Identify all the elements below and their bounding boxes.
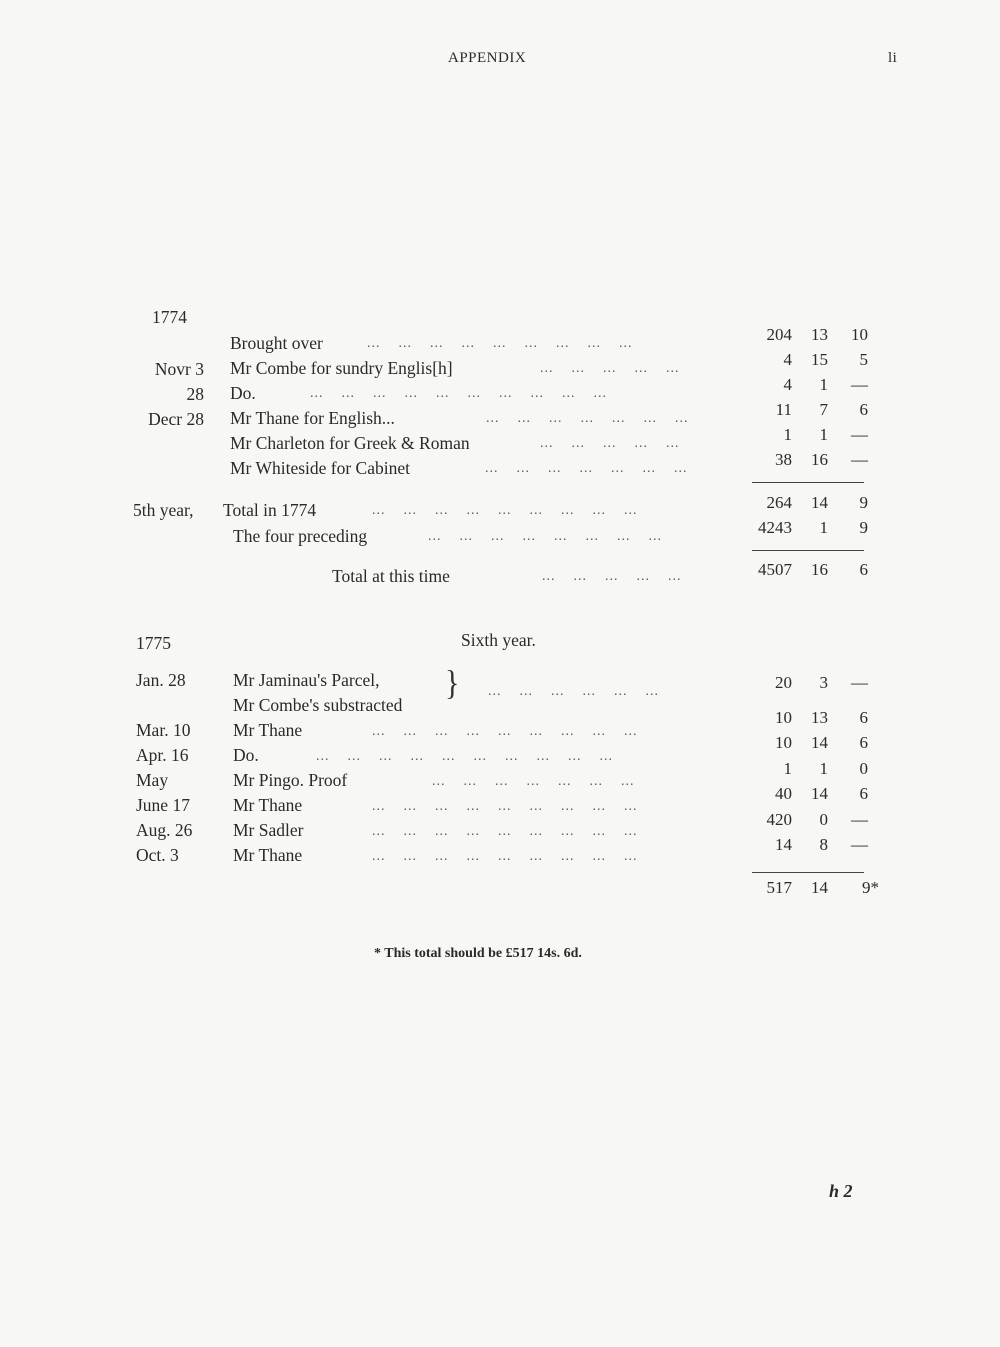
- row-pence: —: [851, 375, 868, 394]
- leader-dots: ... ... ... ... ... ... ... ... ... ...: [316, 749, 613, 764]
- row-pence: 6: [859, 784, 868, 803]
- row-description: Mr Thane: [233, 795, 303, 815]
- row-shillings: 13: [811, 325, 828, 344]
- row-shillings: 7: [819, 400, 828, 419]
- grand-total-pence: 6: [859, 560, 868, 579]
- preceding-pence: 9: [859, 518, 868, 537]
- leader-dots: ... ... ... ... ... ... ... ... ...: [372, 849, 638, 864]
- row-description: Mr Whiteside for Cabinet: [230, 458, 410, 478]
- row-shillings: 15: [811, 350, 828, 369]
- row-date: Oct. 3: [136, 845, 179, 865]
- row-date: Jan. 28: [136, 670, 186, 690]
- row-shillings: 13: [811, 708, 828, 727]
- grand-total-shillings: 16: [811, 560, 828, 579]
- total-1775-pounds: 517: [766, 878, 792, 897]
- leader-dots: ... ... ... ... ... ... ... ... ... ...: [310, 386, 607, 401]
- rule-line: [752, 872, 864, 873]
- page-number: li: [888, 50, 898, 66]
- row-description: Mr Jaminau's Parcel,: [233, 670, 380, 690]
- row-pounds: 1: [783, 425, 792, 444]
- row-description: Mr Combe's substracted: [233, 695, 403, 715]
- signature-mark: h 2: [829, 1181, 853, 1201]
- section-subtitle: Sixth year.: [461, 630, 536, 650]
- year-heading-1774: 1774: [152, 307, 187, 327]
- row-pounds: 4: [783, 350, 792, 369]
- row-pence: —: [851, 810, 868, 829]
- total-1775-pence: 9*: [862, 878, 879, 897]
- row-pounds: 204: [766, 325, 792, 344]
- row-date: Mar. 10: [136, 720, 191, 740]
- row-shillings: 0: [819, 810, 828, 829]
- leader-dots: ... ... ... ... ... ... ...: [485, 461, 688, 476]
- leader-dots: ... ... ... ... ... ... ... ... ...: [367, 336, 633, 351]
- row-pence: 6: [859, 708, 868, 727]
- row-shillings: 14: [811, 733, 828, 752]
- row-pence: —: [851, 835, 868, 854]
- row-pence: —: [851, 673, 868, 692]
- row-date: June 17: [136, 795, 190, 815]
- row-pence: 5: [859, 350, 868, 369]
- year-heading-1775: 1775: [136, 633, 171, 653]
- brace-mark: }: [445, 664, 460, 703]
- row-pounds: 1: [783, 759, 792, 778]
- row-pounds: 10: [775, 733, 792, 752]
- row-shillings: 3: [819, 673, 828, 692]
- row-pence: 6: [859, 400, 868, 419]
- row-pounds: 38: [775, 450, 792, 469]
- row-pence: 0: [859, 759, 868, 778]
- row-pounds: 10: [775, 708, 792, 727]
- preceding-pounds: 4243: [758, 518, 792, 537]
- row-pence: 10: [851, 325, 868, 344]
- total-1775-shillings: 14: [811, 878, 828, 897]
- row-pence: —: [851, 450, 868, 469]
- leader-dots: ... ... ... ... ...: [542, 569, 682, 584]
- leader-dots: ... ... ... ... ... ...: [488, 684, 659, 699]
- preceding-shillings: 1: [819, 518, 828, 537]
- row-description: Mr Combe for sundry Englis[h]: [230, 358, 453, 378]
- row-date: Aug. 26: [136, 820, 193, 840]
- total-label-prefix: 5th year,: [133, 500, 194, 520]
- row-pounds: 11: [775, 400, 792, 419]
- row-pence: —: [851, 425, 868, 444]
- leader-dots: ... ... ... ... ...: [540, 361, 680, 376]
- row-description: Mr Thane: [233, 720, 303, 740]
- row-description: Mr Thane: [233, 845, 303, 865]
- leader-dots: ... ... ... ... ... ... ...: [432, 774, 635, 789]
- row-date: Apr. 16: [136, 745, 189, 765]
- leader-dots: ... ... ... ... ... ... ... ... ...: [372, 824, 638, 839]
- row-description: Do.: [230, 383, 256, 403]
- row-pence: 6: [859, 733, 868, 752]
- row-description: Mr Thane for English...: [230, 408, 395, 428]
- row-description: Do.: [233, 745, 259, 765]
- row-shillings: 14: [811, 784, 828, 803]
- leader-dots: ... ... ... ... ... ... ... ... ...: [372, 799, 638, 814]
- row-pounds: 20: [775, 673, 792, 692]
- footnote: * This total should be £517 14s. 6d.: [374, 946, 582, 961]
- row-shillings: 1: [819, 425, 828, 444]
- rule-line: [752, 550, 864, 551]
- row-pounds: 40: [775, 784, 792, 803]
- leader-dots: ... ... ... ... ... ... ...: [486, 411, 689, 426]
- leader-dots: ... ... ... ... ... ... ... ... ...: [372, 724, 638, 739]
- row-date: Novr 3: [154, 359, 204, 379]
- preceding-label: The four preceding: [233, 526, 368, 546]
- total-pounds: 264: [766, 493, 792, 512]
- row-description: Mr Sadler: [233, 820, 304, 840]
- row-pounds: 4: [783, 375, 792, 394]
- row-shillings: 8: [819, 835, 828, 854]
- total-pence: 9: [859, 493, 868, 512]
- leader-dots: ... ... ... ... ... ... ... ...: [428, 529, 662, 544]
- row-shillings: 16: [811, 450, 828, 469]
- total-label: Total in 1774: [223, 500, 317, 520]
- leader-dots: ... ... ... ... ...: [540, 436, 680, 451]
- rule-line: [752, 482, 864, 483]
- row-date: 28: [186, 384, 204, 404]
- row-date: Decr 28: [148, 409, 204, 429]
- row-description: Mr Charleton for Greek & Roman: [230, 433, 470, 453]
- grand-total-pounds: 4507: [758, 560, 792, 579]
- row-pounds: 14: [775, 835, 792, 854]
- total-shillings: 14: [811, 493, 828, 512]
- row-date: May: [136, 770, 169, 790]
- running-title: APPENDIX: [448, 50, 527, 66]
- row-description: Brought over: [230, 333, 323, 353]
- grand-total-label: Total at this time: [332, 566, 450, 586]
- leader-dots: ... ... ... ... ... ... ... ... ...: [372, 503, 638, 518]
- row-pounds: 420: [766, 810, 792, 829]
- row-description: Mr Pingo. Proof: [233, 770, 348, 790]
- row-shillings: 1: [819, 375, 828, 394]
- row-shillings: 1: [819, 759, 828, 778]
